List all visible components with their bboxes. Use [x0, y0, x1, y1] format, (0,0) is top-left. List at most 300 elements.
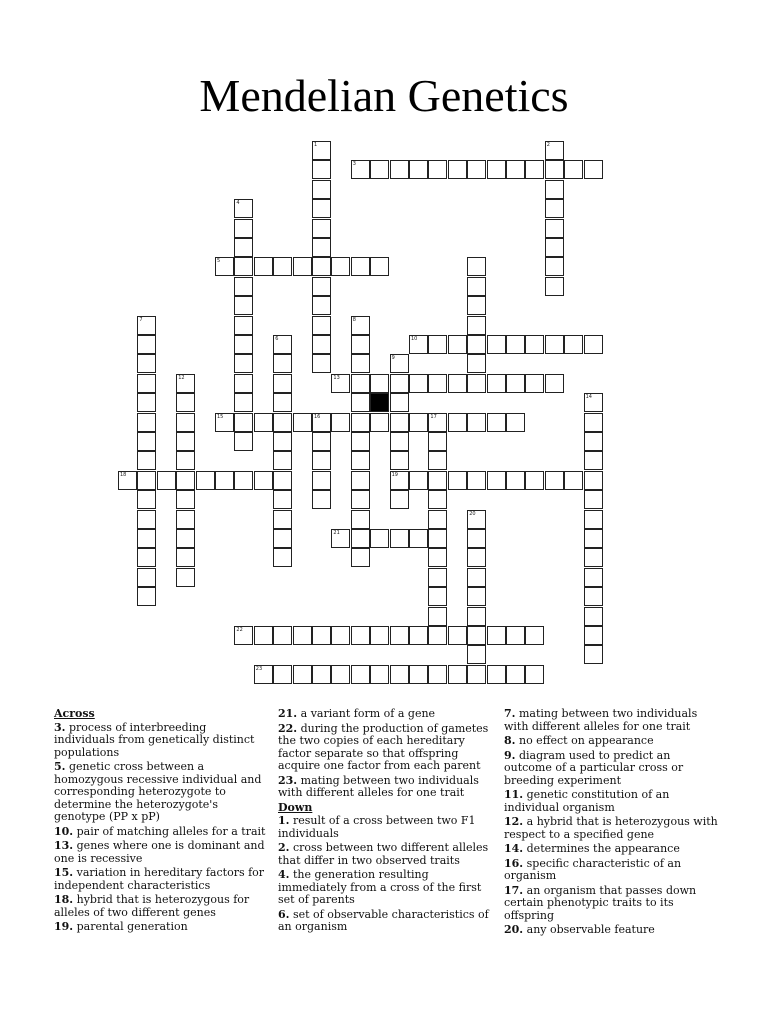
clue-text: mating between two individuals with different alleles for one trait — [278, 773, 479, 799]
crossword-cell[interactable] — [584, 607, 603, 626]
crossword-cell[interactable] — [487, 626, 506, 645]
crossword-cell[interactable] — [467, 316, 486, 335]
crossword-cell[interactable] — [370, 160, 389, 179]
crossword-cell[interactable] — [390, 665, 409, 684]
crossword-cell[interactable] — [428, 471, 447, 490]
crossword-cell[interactable] — [234, 432, 253, 451]
cell-number: 15 — [217, 413, 224, 420]
crossword-cell[interactable] — [157, 471, 176, 490]
crossword-cell[interactable] — [409, 665, 428, 684]
crossword-cell[interactable] — [409, 471, 428, 490]
crossword-cell[interactable] — [234, 257, 253, 276]
crossword-cell[interactable] — [428, 451, 447, 470]
crossword-cell[interactable] — [506, 413, 525, 432]
crossword-cell[interactable] — [351, 529, 370, 548]
clue-text: a variant form of a gene — [297, 707, 436, 720]
crossword-cell[interactable] — [390, 374, 409, 393]
clue-item — [504, 858, 718, 883]
crossword-cell[interactable] — [351, 354, 370, 373]
crossword-cell[interactable] — [234, 393, 253, 412]
crossword-cell[interactable] — [137, 510, 156, 529]
clue-item — [54, 826, 268, 839]
clue-text: mating between two individuals with different alleles for one trait — [504, 707, 698, 733]
crossword-cell[interactable] — [176, 432, 195, 451]
crossword-cell[interactable] — [545, 257, 564, 276]
crossword-cell[interactable] — [448, 335, 467, 354]
crossword-cell[interactable] — [312, 160, 331, 179]
crossword-cell[interactable] — [370, 257, 389, 276]
clue-item — [504, 816, 718, 841]
crossword-cell[interactable] — [467, 296, 486, 315]
crossword-cell[interactable] — [176, 393, 195, 412]
crossword-cell[interactable] — [351, 393, 370, 412]
crossword-cell[interactable] — [176, 451, 195, 470]
crossword-cell[interactable] — [390, 529, 409, 548]
crossword-cell[interactable] — [467, 548, 486, 567]
crossword-cell[interactable] — [428, 607, 447, 626]
crossword-cell[interactable] — [176, 413, 195, 432]
crossword-cell[interactable] — [137, 413, 156, 432]
crossword-cell[interactable] — [584, 393, 603, 412]
cell-number: 6 — [275, 336, 279, 342]
crossword-cell[interactable] — [448, 374, 467, 393]
crossword-cell[interactable] — [584, 413, 603, 432]
crossword-cell[interactable] — [525, 471, 544, 490]
crossword-cell[interactable] — [428, 548, 447, 567]
clue-number: 10. — [54, 824, 74, 838]
crossword-cell[interactable] — [312, 238, 331, 257]
crossword-cell[interactable] — [331, 257, 350, 276]
crossword-cell[interactable] — [428, 510, 447, 529]
crossword-cell[interactable] — [467, 257, 486, 276]
crossword-cell[interactable] — [331, 665, 350, 684]
crossword-cell[interactable] — [293, 257, 312, 276]
cell-number: 13 — [333, 374, 340, 381]
crossword-cell[interactable] — [564, 160, 583, 179]
crossword-cell[interactable] — [545, 277, 564, 296]
crossword-cell[interactable] — [273, 354, 292, 373]
crossword-cell[interactable] — [428, 626, 447, 645]
crossword-cell[interactable] — [331, 529, 350, 548]
cell-number: 18 — [120, 471, 127, 478]
crossword-cell[interactable] — [273, 432, 292, 451]
crossword-cell[interactable] — [584, 626, 603, 645]
clue-item — [54, 867, 268, 892]
crossword-cell[interactable] — [351, 257, 370, 276]
clue-text: no effect on appearance — [515, 734, 654, 747]
crossword-cell[interactable] — [137, 335, 156, 354]
crossword-cell[interactable] — [312, 257, 331, 276]
crossword-cell[interactable] — [351, 160, 370, 179]
crossword-cell[interactable] — [370, 626, 389, 645]
crossword-cell[interactable] — [351, 335, 370, 354]
crossword-cell[interactable] — [506, 626, 525, 645]
across-clue-list — [54, 722, 268, 934]
crossword-cell[interactable] — [428, 413, 447, 432]
crossword-cell[interactable] — [273, 257, 292, 276]
crossword-cell[interactable] — [273, 626, 292, 645]
clue-text: any observable feature — [523, 923, 655, 936]
crossword-cell[interactable] — [467, 374, 486, 393]
crossword-cell[interactable] — [273, 451, 292, 470]
crossword-cell[interactable] — [137, 490, 156, 509]
crossword-cell[interactable] — [137, 432, 156, 451]
crossword-cell[interactable] — [351, 490, 370, 509]
crossword-cell[interactable] — [409, 374, 428, 393]
crossword-cell[interactable] — [234, 199, 253, 218]
crossword-cell[interactable] — [234, 626, 253, 645]
crossword-cell[interactable] — [428, 432, 447, 451]
crossword-cell[interactable] — [254, 665, 273, 684]
crossword-cell[interactable] — [390, 393, 409, 412]
crossword-cell[interactable] — [312, 141, 331, 160]
crossword-cell[interactable] — [467, 587, 486, 606]
crossword-cell[interactable] — [273, 490, 292, 509]
clue-item — [504, 750, 718, 788]
crossword-cell[interactable] — [234, 354, 253, 373]
crossword-cell[interactable] — [312, 335, 331, 354]
cell-number: 16 — [314, 413, 321, 420]
crossword-cell[interactable] — [351, 374, 370, 393]
clue-text: genetic constitution of an individual organism — [504, 788, 670, 814]
crossword-cell[interactable] — [137, 354, 156, 373]
clue-text: process of interbreeding individuals from genetically distinct populations — [54, 720, 255, 759]
crossword-cell[interactable] — [428, 335, 447, 354]
clue-number: 1. — [278, 814, 290, 827]
crossword-cell[interactable] — [584, 160, 603, 179]
clue-number: 7. — [504, 707, 516, 720]
crossword-cell[interactable] — [312, 471, 331, 490]
crossword-cell[interactable] — [215, 257, 234, 276]
crossword-cell[interactable] — [176, 529, 195, 548]
crossword-cell[interactable] — [234, 471, 253, 490]
crossword-cell[interactable] — [525, 626, 544, 645]
clue-text: specific characteristic of an organism — [504, 856, 682, 882]
crossword-cell[interactable] — [273, 471, 292, 490]
crossword-cell[interactable] — [467, 160, 486, 179]
cell-number: 4 — [236, 200, 240, 207]
crossword-cell[interactable] — [390, 451, 409, 470]
crossword-cell[interactable] — [467, 568, 486, 587]
clue-number: 14. — [504, 842, 524, 855]
crossword-cell[interactable] — [467, 354, 486, 373]
down-clue-list — [278, 815, 498, 934]
crossword-cell[interactable] — [234, 374, 253, 393]
cell-number: 23 — [255, 665, 263, 672]
clues-column-2 — [278, 708, 498, 936]
clue-number: 19. — [54, 920, 74, 933]
crossword-cell[interactable] — [370, 413, 389, 432]
clues-column-1 — [54, 708, 268, 936]
crossword-cell[interactable] — [525, 374, 544, 393]
clue-item — [278, 708, 498, 721]
crossword-cell[interactable] — [390, 354, 409, 373]
crossword-cell[interactable] — [506, 665, 525, 684]
clue-text: the generation resulting immediately from a cross of the first set of parents — [278, 868, 482, 906]
crossword-cell[interactable] — [196, 471, 215, 490]
crossword-cell[interactable] — [273, 665, 292, 684]
clue-number: 16. — [504, 856, 524, 870]
crossword-cell[interactable] — [467, 335, 486, 354]
crossword-cell[interactable] — [467, 626, 486, 645]
crossword-cell[interactable] — [487, 335, 506, 354]
crossword-cell[interactable] — [584, 548, 603, 567]
crossword-cell[interactable] — [428, 587, 447, 606]
crossword-cell[interactable] — [584, 510, 603, 529]
clue-text: hybrid that is heterozygous for alleles of two different genes — [54, 893, 250, 919]
crossword-cell[interactable] — [234, 316, 253, 335]
cell-number: 8 — [352, 316, 356, 323]
crossword-cell[interactable] — [545, 141, 564, 160]
clue-text: result of a cross between two F1 individuals — [278, 814, 476, 840]
crossword-cell[interactable] — [273, 529, 292, 548]
crossword-cell[interactable] — [467, 277, 486, 296]
crossword-cell[interactable] — [312, 451, 331, 470]
crossword-cell[interactable] — [234, 238, 253, 257]
crossword-cell[interactable] — [137, 568, 156, 587]
crossword-cell[interactable] — [428, 374, 447, 393]
crossword-cell[interactable] — [467, 607, 486, 626]
clue-item — [504, 885, 718, 923]
crossword-cell[interactable] — [312, 199, 331, 218]
crossword-cell[interactable] — [312, 432, 331, 451]
crossword-cell[interactable] — [254, 257, 273, 276]
clue-text: genetic cross between a homozygous recessive individual and corresponding heterozygote to determine the heterozygote's genotype (PP x pP) — [54, 760, 262, 823]
crossword-cell[interactable] — [467, 645, 486, 664]
crossword-cell[interactable] — [545, 238, 564, 257]
across-clue-list-continued — [278, 708, 498, 800]
crossword-cell[interactable] — [448, 413, 467, 432]
crossword-cell[interactable] — [506, 374, 525, 393]
crossword-cell[interactable] — [273, 510, 292, 529]
crossword-cell[interactable] — [137, 587, 156, 606]
black-square — [370, 393, 389, 412]
crossword-cell[interactable] — [409, 529, 428, 548]
crossword-cell[interactable] — [448, 665, 467, 684]
crossword-cell[interactable] — [409, 335, 428, 354]
crossword-cell[interactable] — [351, 626, 370, 645]
crossword-cell[interactable] — [312, 413, 331, 432]
crossword-cell[interactable] — [545, 180, 564, 199]
crossword-cell[interactable] — [312, 665, 331, 684]
crossword-cell[interactable] — [215, 413, 234, 432]
crossword-cell[interactable] — [584, 432, 603, 451]
clue-item — [54, 840, 268, 865]
clue-item — [54, 894, 268, 919]
crossword-cell[interactable] — [390, 432, 409, 451]
clue-item — [54, 722, 268, 760]
down-clue-list-continued — [504, 708, 718, 937]
crossword-cell[interactable] — [312, 180, 331, 199]
crossword-cell[interactable] — [545, 374, 564, 393]
crossword-cell[interactable] — [584, 568, 603, 587]
crossword-cell[interactable] — [448, 160, 467, 179]
crossword-cell[interactable] — [448, 626, 467, 645]
crossword-cell[interactable] — [331, 413, 350, 432]
crossword-cell[interactable] — [293, 665, 312, 684]
cell-number: 12 — [178, 374, 185, 381]
crossword-cell[interactable] — [351, 451, 370, 470]
crossword-cell[interactable] — [351, 316, 370, 335]
crossword-cell[interactable] — [428, 568, 447, 587]
cell-number: 22 — [236, 627, 243, 633]
crossword-cell[interactable] — [487, 160, 506, 179]
crossword-cell[interactable] — [254, 471, 273, 490]
clues-column-3 — [504, 708, 718, 939]
crossword-cell[interactable] — [409, 413, 428, 432]
crossword-cell[interactable] — [273, 335, 292, 354]
crossword-cell[interactable] — [176, 548, 195, 567]
clue-item — [504, 924, 718, 937]
crossword-cell[interactable] — [234, 219, 253, 238]
clue-text: pair of matching alleles for a trait — [73, 824, 266, 838]
crossword-cell[interactable] — [137, 374, 156, 393]
clue-item — [504, 708, 718, 733]
crossword-cell[interactable] — [545, 335, 564, 354]
crossword-cell[interactable] — [428, 529, 447, 548]
cell-number: 9 — [391, 355, 395, 362]
crossword-cell[interactable] — [409, 626, 428, 645]
clue-item — [278, 723, 498, 773]
crossword-cell[interactable] — [137, 529, 156, 548]
crossword-cell[interactable] — [525, 665, 544, 684]
crossword-cell[interactable] — [545, 471, 564, 490]
crossword-cell[interactable] — [467, 665, 486, 684]
crossword-cell[interactable] — [351, 548, 370, 567]
crossword-cell[interactable] — [351, 510, 370, 529]
crossword-cell[interactable] — [215, 471, 234, 490]
clue-item — [504, 843, 718, 856]
crossword-cell[interactable] — [137, 471, 156, 490]
crossword-cell[interactable] — [390, 160, 409, 179]
crossword-cell[interactable] — [545, 219, 564, 238]
crossword-cell[interactable] — [312, 316, 331, 335]
crossword-cell[interactable] — [234, 277, 253, 296]
crossword-cell[interactable] — [293, 626, 312, 645]
cell-number: 17 — [430, 413, 437, 420]
crossword-cell[interactable] — [351, 665, 370, 684]
across-heading: Across — [54, 707, 95, 720]
crossword-cell[interactable] — [273, 548, 292, 567]
crossword-cell[interactable] — [118, 471, 137, 490]
crossword-cell[interactable] — [390, 471, 409, 490]
crossword-cell[interactable] — [428, 665, 447, 684]
crossword-cell[interactable] — [584, 645, 603, 664]
clue-text: a hybrid that is heterozygous with respect to a specified gene — [504, 815, 718, 841]
clue-item — [54, 921, 268, 934]
crossword-cell[interactable] — [390, 413, 409, 432]
crossword-cell[interactable] — [331, 626, 350, 645]
crossword-cell[interactable] — [564, 471, 583, 490]
clue-text: cross between two different alleles that differ in two observed traits — [278, 841, 489, 867]
crossword-cell[interactable] — [448, 471, 467, 490]
crossword-cell[interactable] — [584, 529, 603, 548]
crossword-cell[interactable] — [467, 510, 486, 529]
crossword-cell[interactable] — [273, 374, 292, 393]
crossword-cell[interactable] — [487, 665, 506, 684]
crossword-cell[interactable] — [176, 490, 195, 509]
clue-number: 22. — [278, 721, 298, 735]
crossword-cell[interactable] — [428, 490, 447, 509]
crossword-cell[interactable] — [584, 471, 603, 490]
crossword-cell[interactable] — [390, 626, 409, 645]
crossword-cell[interactable] — [351, 413, 370, 432]
clue-number: 21. — [278, 707, 298, 720]
crossword-cell[interactable] — [584, 335, 603, 354]
cell-number: 5 — [217, 258, 221, 265]
crossword-cell[interactable] — [312, 354, 331, 373]
crossword-cell[interactable] — [506, 160, 525, 179]
crossword-cell[interactable] — [545, 160, 564, 179]
crossword-cell[interactable] — [487, 413, 506, 432]
crossword-cell[interactable] — [234, 335, 253, 354]
crossword-cell[interactable] — [176, 568, 195, 587]
crossword-cell[interactable] — [525, 335, 544, 354]
crossword-cell[interactable] — [525, 160, 544, 179]
crossword-cell[interactable] — [331, 374, 350, 393]
crossword-cell[interactable] — [584, 490, 603, 509]
crossword-cell[interactable] — [506, 335, 525, 354]
crossword-cell[interactable] — [312, 296, 331, 315]
crossword-cell[interactable] — [312, 277, 331, 296]
crossword-cell[interactable] — [293, 413, 312, 432]
crossword-cell[interactable] — [506, 471, 525, 490]
crossword-cell[interactable] — [254, 413, 273, 432]
crossword-cell[interactable] — [487, 471, 506, 490]
crossword-cell[interactable] — [428, 160, 447, 179]
crossword-cell[interactable] — [137, 393, 156, 412]
crossword-cell[interactable] — [273, 393, 292, 412]
cell-number: 7 — [139, 316, 143, 323]
crossword-cell[interactable] — [370, 665, 389, 684]
crossword-cell[interactable] — [176, 374, 195, 393]
crossword-cell[interactable] — [137, 451, 156, 470]
cell-number: 3 — [352, 161, 356, 168]
crossword-cell[interactable] — [584, 451, 603, 470]
crossword-cell[interactable] — [390, 490, 409, 509]
crossword-cell[interactable] — [467, 471, 486, 490]
crossword-cell[interactable] — [312, 219, 331, 238]
crossword-cell[interactable] — [545, 199, 564, 218]
crossword-cell[interactable] — [273, 413, 292, 432]
clue-item — [278, 775, 498, 800]
crossword-cell[interactable] — [234, 296, 253, 315]
crossword-cell[interactable] — [467, 413, 486, 432]
crossword-cell[interactable] — [176, 510, 195, 529]
crossword-cell[interactable] — [409, 160, 428, 179]
crossword-cell[interactable] — [564, 335, 583, 354]
crossword-cell[interactable] — [584, 587, 603, 606]
crossword-cell[interactable] — [467, 529, 486, 548]
clue-number: 8. — [504, 734, 516, 747]
crossword-cell[interactable] — [312, 490, 331, 509]
crossword-cell[interactable] — [137, 548, 156, 567]
crossword-cell[interactable] — [351, 432, 370, 451]
crossword-cell[interactable] — [312, 626, 331, 645]
clue-item — [278, 909, 498, 934]
crossword-cell[interactable] — [176, 471, 195, 490]
crossword-cell[interactable] — [234, 413, 253, 432]
crossword-cell[interactable] — [137, 316, 156, 335]
clue-number: 18. — [54, 893, 74, 906]
crossword-cell[interactable] — [254, 626, 273, 645]
crossword-cell[interactable] — [487, 374, 506, 393]
clue-item — [504, 789, 718, 814]
crossword-cell[interactable] — [370, 529, 389, 548]
crossword-cell[interactable] — [351, 471, 370, 490]
down-heading: Down — [278, 800, 313, 814]
crossword-cell[interactable] — [370, 374, 389, 393]
